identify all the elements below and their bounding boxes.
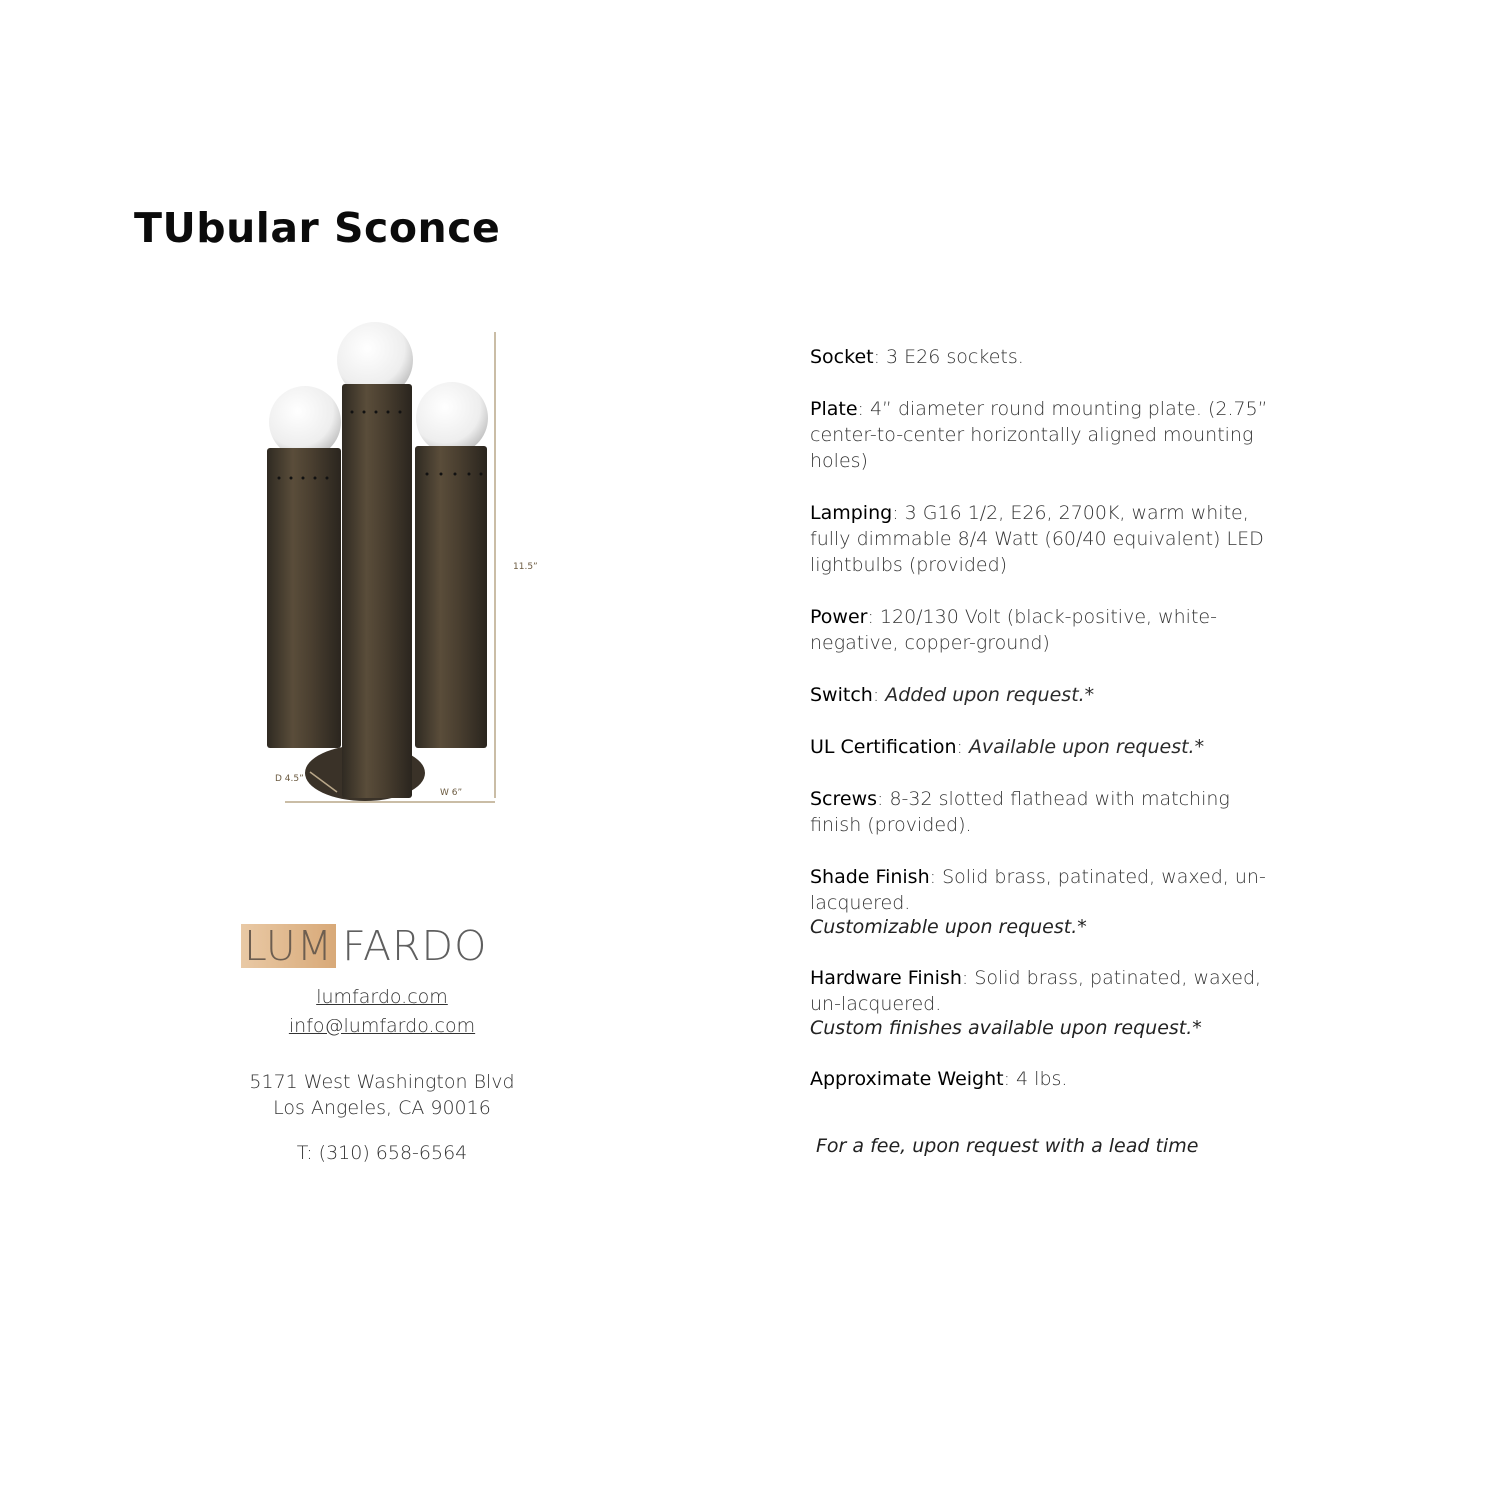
spec-item — [810, 682, 1270, 708]
spec-item — [810, 344, 1270, 370]
spec-list — [810, 344, 1270, 1118]
spec-value: : 4” diameter round mounting plate. (2.75” center-to-center horizontally aligned mounting holes) — [810, 398, 1268, 472]
depth-label: D 4.5” — [275, 774, 304, 784]
spec-value: : — [872, 684, 886, 706]
spec-italic-value: Available upon request.* — [968, 736, 1205, 758]
left-tube — [267, 448, 341, 748]
spec-value: : 3 G16 1/2, E26, 2700K, warm white, fully dimmable 8/4 Watt (60/40 equivalent) LED lightbulbs (provided) — [810, 502, 1264, 576]
right-bulb — [416, 382, 488, 454]
lumfardo-logo — [241, 924, 487, 968]
spec-item — [810, 500, 1270, 578]
spec-item — [810, 604, 1270, 656]
address-line-2: Los Angeles, CA 90016 — [273, 1097, 491, 1119]
spec-item — [810, 864, 1270, 939]
spec-key: Switch — [810, 684, 873, 706]
spec-key: Approximate Weight — [810, 1068, 1004, 1090]
left-bulb — [269, 386, 341, 458]
spec-value: : Solid brass, patinated, waxed, un-lacquered. — [810, 967, 1262, 1015]
spec-note: Custom finishes available upon request.* — [810, 1017, 1202, 1039]
spec-key: Power — [810, 606, 868, 628]
address-line-1: 5171 West Washington Blvd — [249, 1071, 515, 1093]
spec-value: : 8-32 slotted flathead with matching finish (provided). — [810, 788, 1230, 836]
spec-value: : 4 lbs. — [1003, 1068, 1068, 1090]
spec-value: : — [956, 736, 969, 758]
product-image — [255, 318, 555, 818]
spec-key: Hardware Finish — [810, 967, 962, 989]
height-label: 11.5” — [513, 562, 538, 572]
logo-fardo: FARDO — [342, 922, 488, 970]
spec-item — [810, 786, 1270, 838]
logo-lum: LUM — [241, 924, 336, 968]
spec-item — [810, 1066, 1270, 1092]
spec-note: Customizable upon request.* — [810, 916, 1087, 938]
spec-key: Socket — [810, 346, 874, 368]
spec-value: : Solid brass, patinated, waxed, un-lacquered. — [810, 866, 1266, 914]
website-link[interactable]: lumfardo.com — [316, 986, 448, 1008]
spec-key: Shade Finish — [810, 866, 930, 888]
website-row — [232, 986, 532, 1008]
spec-item — [810, 734, 1270, 760]
spec-item — [810, 965, 1270, 1040]
spec-value: : 120/130 Volt (black-positive, white-negative, copper-ground) — [810, 606, 1217, 654]
page-title: TUbular Sconce — [134, 204, 501, 252]
spec-key: Lamping — [810, 502, 893, 524]
spec-key: UL Certification — [810, 736, 957, 758]
footnote: For a fee, upon request with a lead time — [816, 1135, 1199, 1157]
phone-number: T: (310) 658-6564 — [296, 1142, 468, 1164]
email-row — [232, 1015, 532, 1037]
right-tube — [415, 446, 487, 748]
spec-italic-value: Added upon request.* — [885, 684, 1095, 706]
width-label: W 6” — [440, 788, 463, 798]
email-link[interactable]: info@lumfardo.com — [288, 1015, 476, 1037]
sconce-illustration — [255, 318, 555, 818]
spec-item — [810, 396, 1270, 474]
spec-value: : 3 E26 sockets. — [873, 346, 1024, 368]
spec-key: Screws — [810, 788, 878, 810]
spec-key: Plate — [810, 398, 858, 420]
center-tube — [342, 384, 412, 798]
